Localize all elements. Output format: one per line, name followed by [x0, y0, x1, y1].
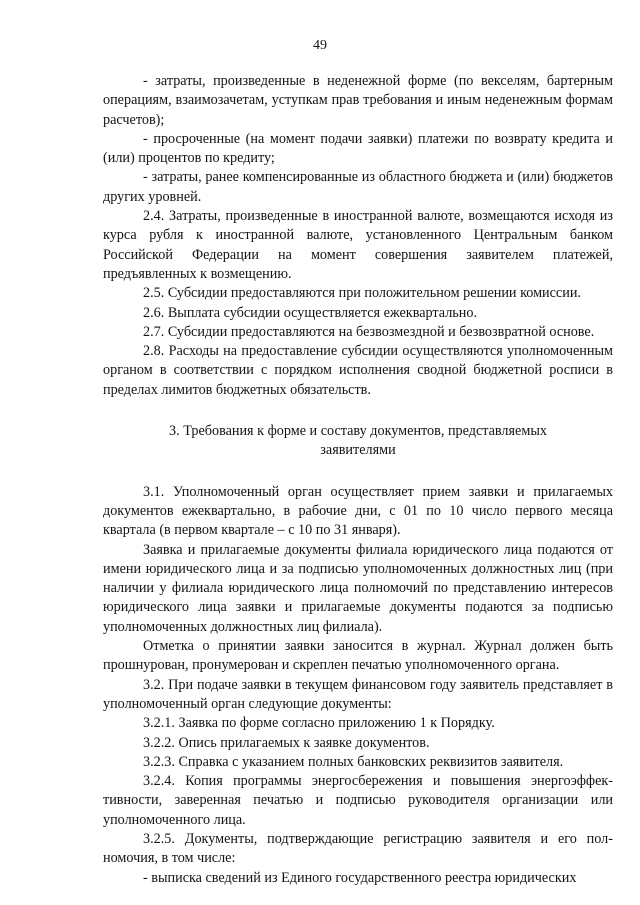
paragraph: 3.1. Уполномоченный орган осуществляет прием заявки и прилагаемых документов ежеквартально, в рабочие дни, с 01 по 10 число первого месяца квартала (в первом квартале – с 10 по 31 января). — [103, 483, 613, 539]
paragraph: 2.8. Расходы на предоставление субсидии осуществляются уполномоченным органом в соответствии с порядком исполнения сводной бюджетной росписи в пределах лимитов бюджетных обязательств. — [103, 343, 613, 398]
paragraph: - затраты, произведенные в неденежной форме (по векселям, бартерным операциям, взаимозачетам, уступкам прав требования и иным неденежным формам расчетов); — [103, 73, 613, 128]
section-heading — [103, 422, 613, 461]
paragraph: 2.4. Затраты, произведенные в иностранной валюте, возмещаются исходя из курса рубля к иностранной валюте, установленного Центральным банком Российской Федерации на момент совершения заявителем платежей, предъявленных к возмещению. — [103, 208, 613, 282]
paragraph: 3.2.2. Опись прилагаемых к заявке документов. — [143, 734, 430, 751]
section-heading-line: заявителями — [320, 442, 396, 459]
paragraph: Заявка и прилагаемые документы филиала юридического лица подаются от имени юридического лица и за подписью уполномоченных должностных лиц (при наличии у филиала юридического лица полномочий по представлению интересов юридического лица заявки и прилагаемые документы подаются за подписью уполномоченных должностных лиц филиала). — [103, 541, 613, 635]
paragraph: 3.2.4. Копия программы энергосбережения и повышения энергоэффективности, заверенная печатью и подписью руководителя организации или уполномоченного лица. — [103, 773, 613, 828]
document-body — [103, 72, 613, 888]
paragraph: - затраты, ранее компенсированные из областного бюджета и (или) бюджетов других уровней. — [103, 169, 613, 205]
paragraph: 3.2.5. Документы, подтверждающие регистрацию заявителя и его полномочия, в том числе: — [103, 830, 613, 867]
paragraph: 2.7. Субсидии предоставляются на безвозмездной и безвозвратной основе. — [143, 323, 595, 340]
paragraph: 2.5. Субсидии предоставляются при положительном решении комиссии. — [143, 285, 581, 302]
paragraph: 2.6. Выплата субсидии осуществляется ежеквартально. — [143, 304, 477, 321]
section-heading-line: 3. Требования к форме и составу документов, представляемых — [169, 423, 547, 440]
page-number: 49 — [313, 38, 327, 53]
paragraph: - просроченные (на момент подачи заявки) платежи по возврату кредита и (или) процентов по кредиту; — [103, 130, 613, 167]
paragraph: 3.2.3. Справка с указанием полных банковских реквизитов заявителя. — [143, 753, 564, 770]
paragraph: 3.2.1. Заявка по форме согласно приложению 1 к Порядку. — [143, 715, 495, 732]
paragraphs-before — [103, 72, 613, 400]
paragraph: - выписка сведений из Единого государственного реестра юридических — [143, 869, 577, 886]
paragraph: Отметка о принятии заявки заносится в журнал. Журнал должен быть прошнурован, пронумерован и скреплен печатью уполномоченного органа. — [103, 638, 613, 674]
paragraphs-after — [103, 483, 613, 888]
paragraph: 3.2. При подаче заявки в текущем финансовом году заявитель представляет в уполномоченный орган следующие документы: — [103, 676, 613, 712]
